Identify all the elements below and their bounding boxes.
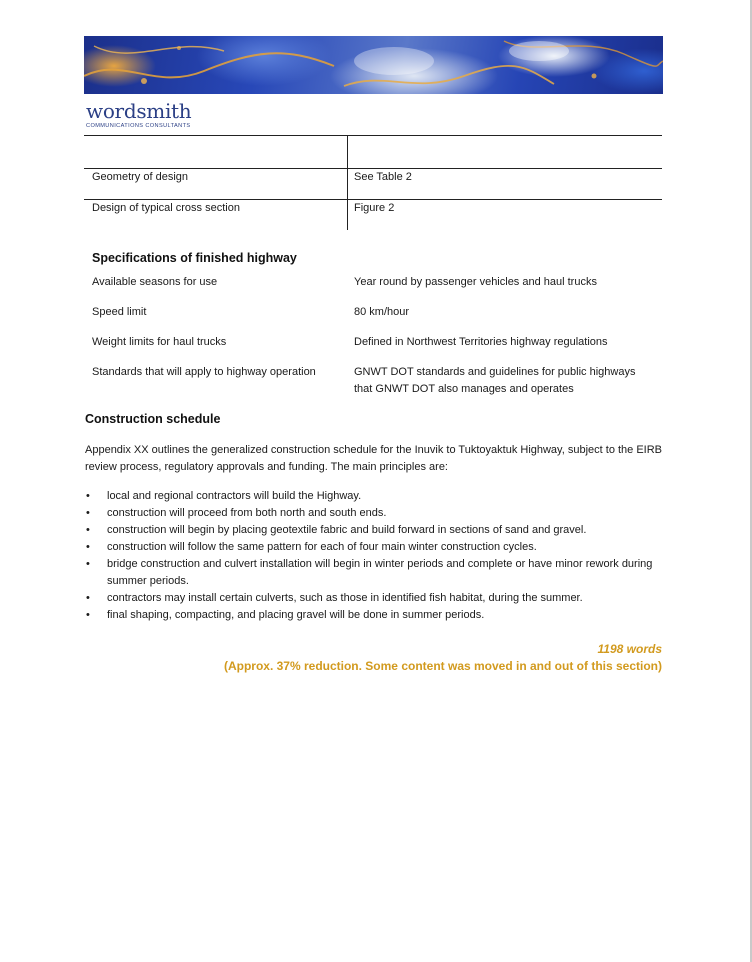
design-row-value: See Table 2 xyxy=(354,171,412,183)
list-item-text: final shaping, compacting, and placing gravel will be done in summer periods. xyxy=(107,609,485,621)
header-banner-image xyxy=(84,36,663,94)
specifications-heading: Specifications of finished highway xyxy=(92,251,297,265)
spec-label: Weight limits for haul trucks xyxy=(92,336,227,348)
spec-value: 80 km/hour xyxy=(354,306,410,318)
list-item xyxy=(85,522,665,539)
bullet-icon: • xyxy=(86,592,90,604)
bullet-icon: • xyxy=(86,558,90,570)
list-item xyxy=(85,539,665,556)
logo-wordmark: wordsmith xyxy=(86,99,192,123)
list-item-text: contractors may install certain culverts, such as those in identified fish habitat, during the summer. xyxy=(107,592,583,604)
bullet-icon: • xyxy=(86,490,90,502)
spec-value: Defined in Northwest Territories highway regulations xyxy=(354,336,608,348)
table-column-divider xyxy=(347,136,348,230)
banner-artwork xyxy=(84,36,663,94)
list-item xyxy=(85,488,665,505)
design-row-label: Design of typical cross section xyxy=(92,202,240,214)
list-item xyxy=(85,590,665,607)
list-item xyxy=(85,556,665,590)
bullet-icon: • xyxy=(86,541,90,553)
spec-value: GNWT DOT standards and guidelines for public highways that GNWT DOT also manages and operates xyxy=(354,366,636,395)
design-row-value: Figure 2 xyxy=(354,202,395,214)
list-item-text: bridge construction and culvert installation will begin in winter periods and complete or have minor rework during summer periods. xyxy=(107,558,653,587)
company-logo xyxy=(86,100,191,129)
list-item-text: construction will follow the same pattern for each of four main winter construction cycles. xyxy=(107,541,537,553)
word-count: 1198 words xyxy=(597,642,662,656)
bullet-icon: • xyxy=(86,524,90,536)
logo-tagline: COMMUNICATIONS CONSULTANTS xyxy=(86,123,191,129)
spec-label: Speed limit xyxy=(92,306,147,318)
list-item xyxy=(85,505,665,522)
schedule-intro-paragraph: Appendix XX outlines the generalized construction schedule for the Inuvik to Tuktoyaktuk Highway, subject to the EIRB review process, regulatory approvals and funding. The main principles are: xyxy=(85,444,663,473)
list-item xyxy=(85,607,665,624)
design-row-label: Geometry of design xyxy=(92,171,188,183)
list-item-text: local and regional contractors will build the Highway. xyxy=(107,490,362,502)
table-rule xyxy=(84,135,662,136)
bullet-icon: • xyxy=(86,609,90,621)
spec-label: Standards that will apply to highway operation xyxy=(92,366,316,378)
reduction-note: (Approx. 37% reduction. Some content was moved in and out of this section) xyxy=(223,659,662,673)
construction-schedule-heading: Construction schedule xyxy=(85,412,221,426)
list-item-text: construction will begin by placing geotextile fabric and build forward in sections of sand and gravel. xyxy=(107,524,587,536)
schedule-principles-list xyxy=(85,488,665,624)
list-item-text: construction will proceed from both north and south ends. xyxy=(107,507,387,519)
spec-label: Available seasons for use xyxy=(92,276,218,288)
bullet-icon: • xyxy=(86,507,90,519)
spec-value: Year round by passenger vehicles and haul trucks xyxy=(354,276,597,288)
